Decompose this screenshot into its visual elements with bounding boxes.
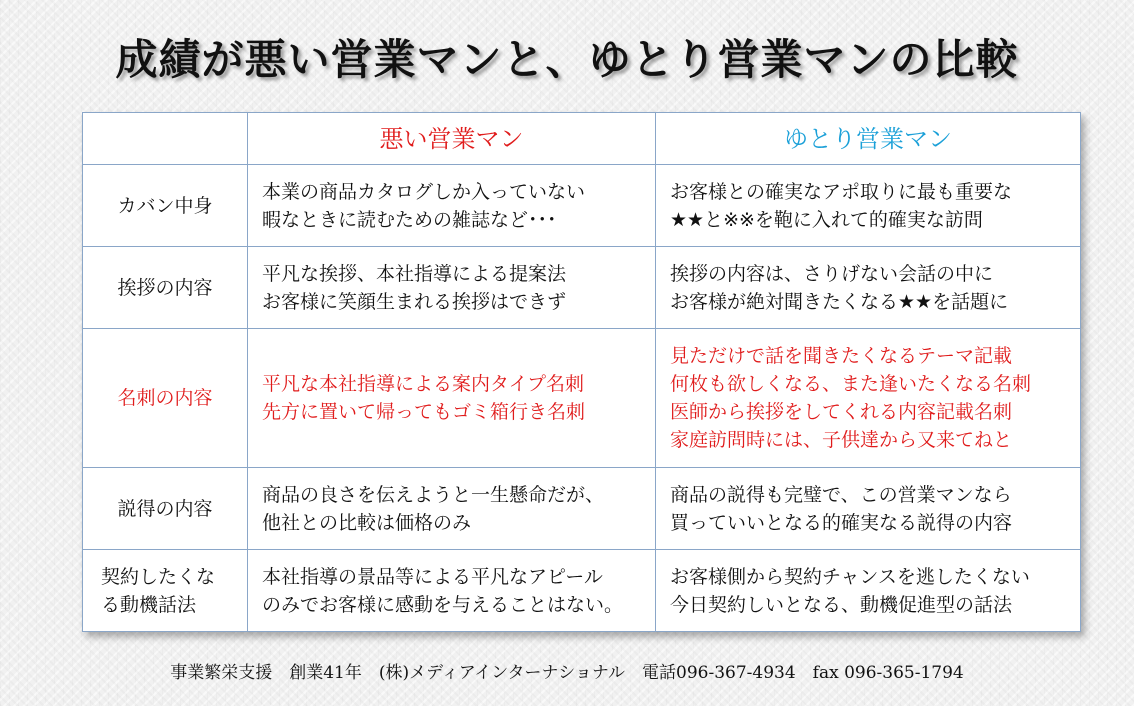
row-label-line: る動機話法: [101, 593, 197, 616]
row-label-line: 名刺の内容: [117, 387, 213, 409]
row-label-line: 契約したくな: [101, 565, 216, 588]
comparison-table: [82, 112, 1081, 632]
cell-line: お客様に笑顔生まれる挨拶はできず: [262, 290, 567, 313]
bad-cell: [248, 468, 656, 550]
table-row: [83, 165, 1081, 247]
header-yutori-salesman: ゆとり営業マン: [656, 113, 1081, 165]
table-header-row: [83, 113, 1081, 165]
row-label-business-card: [83, 329, 248, 468]
row-label-line: カバン中身: [117, 194, 213, 217]
cell-line: 今日契約しいとなる、動機促進型の話法: [670, 593, 1013, 616]
bad-cell: [248, 329, 656, 468]
table-row: [83, 468, 1081, 550]
cell-line: お客様側から契約チャンスを逃したくない: [670, 565, 1030, 588]
cell-line: 挨拶の内容は、さりげない会話の中に: [670, 262, 994, 285]
header-label-cell: [83, 113, 248, 165]
header-bad-salesman: 悪い営業マン: [248, 113, 656, 165]
cell-line: 何枚も欲しくなる、また逢いたくなる名刺: [670, 373, 1032, 395]
cell-line: ★★と※※を鞄に入れて的確実な訪問: [670, 208, 983, 231]
cell-line: 先方に置いて帰ってもゴミ箱行き名刺: [262, 401, 586, 423]
good-cell: [656, 329, 1081, 468]
footer-contact: 事業繁栄支援 創業41年 (株)メディアインターナショナル 電話096-367-4934 fax 096-365-1794: [170, 663, 964, 683]
table-row: [83, 247, 1081, 329]
row-label-line: 説得の内容: [117, 497, 213, 520]
cell-line: お客様が絶対聞きたくなる★★を話題に: [670, 290, 1009, 313]
table-row: [83, 550, 1081, 632]
cell-line: 商品の説得も完璧で、この営業マンなら: [670, 483, 1012, 506]
cell-line: 平凡な挨拶、本社指導による提案法: [262, 262, 567, 285]
bad-cell: [248, 247, 656, 329]
row-label-greeting: [83, 247, 248, 329]
cell-line: 医師から挨拶をしてくれる内容記載名刺: [670, 401, 1013, 423]
table-row-highlighted: [83, 329, 1081, 468]
cell-line: 家庭訪問時には、子供達から又来てねと: [670, 429, 1013, 451]
cell-line: 買っていいとなる的確実なる説得の内容: [670, 511, 1013, 534]
bad-cell: [248, 550, 656, 632]
good-cell: [656, 468, 1081, 550]
cell-line: 本社指導の景品等による平凡なアピール: [262, 565, 603, 588]
good-cell: [656, 247, 1081, 329]
cell-line: 平凡な本社指導による案内タイプ名刺: [262, 373, 585, 395]
row-label-line: 挨拶の内容: [117, 276, 213, 299]
cell-line: お客様との確実なアポ取りに最も重要な: [670, 180, 1013, 203]
cell-line: 見ただけで話を聞きたくなるテーマ記載: [670, 345, 1013, 367]
good-cell: [656, 165, 1081, 247]
cell-line: 本業の商品カタログしか入っていない: [262, 180, 586, 203]
row-label-persuasion: [83, 468, 248, 550]
good-cell: [656, 550, 1081, 632]
bad-cell: [248, 165, 656, 247]
cell-line: 商品の良さを伝えようと一生懸命だが、: [262, 483, 605, 506]
page-title: 成績が悪い営業マンと、ゆとり営業マンの比較: [115, 35, 1019, 84]
row-label-bag-contents: [83, 165, 248, 247]
cell-line: のみでお客様に感動を与えることはない。: [262, 593, 624, 616]
cell-line: 暇なときに読むための雑誌など･･･: [262, 208, 557, 231]
cell-line: 他社との比較は価格のみ: [262, 511, 472, 534]
row-label-motivation: [83, 550, 248, 632]
